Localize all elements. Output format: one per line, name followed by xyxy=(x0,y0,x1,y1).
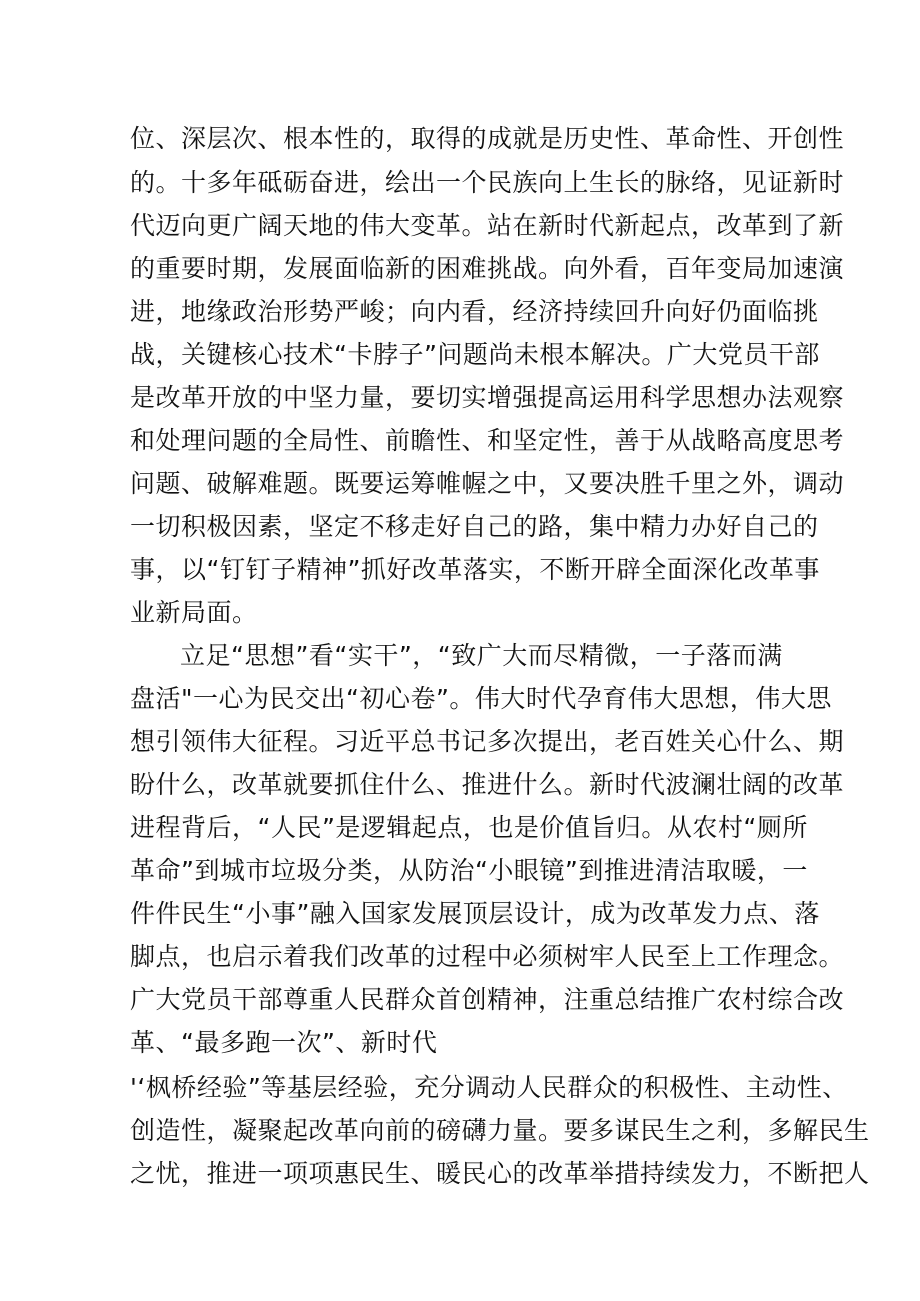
paragraph-1-line-5: 进，地缘政治形势严峻；向内看，经济持续回升向好仍面临挑 xyxy=(130,297,819,326)
paragraph-2-line-5: 进程背后，“人民”是逻辑起点，也是价值旨归。从农村“厕所 xyxy=(130,813,808,842)
paragraph-2-line-11: '‘枫桥经验”等基层经验，充分调动人民群众的积极性、主动性、 xyxy=(130,1073,848,1102)
paragraph-1-line-1: 位、深层次、根本性的，取得的成就是历史性、革命性、开创性 xyxy=(130,124,845,153)
paragraph-2-line-9: 广大党员干部尊重人民群众首创精神，注重总结推广农村综合改 xyxy=(130,985,845,1014)
paragraph-1-line-9: 问题、破解难题。既要运筹帷幄之中，又要决胜千里之外，调动 xyxy=(130,469,845,498)
paragraph-1-line-3: 代迈向更广阔天地的伟大变革。站在新时代新起点，改革到了新 xyxy=(130,211,845,240)
paragraph-2-line-13: 之忧，推进一项项惠民生、暖民心的改革举措持续发力，不断把人 xyxy=(130,1159,870,1188)
paragraph-1-line-12: 业新局面。 xyxy=(130,598,258,627)
paragraph-1-line-8: 和处理问题的全局性、前瞻性、和坚定性，善于从战略高度思考 xyxy=(130,426,845,455)
paragraph-1-line-2: 的。十多年砥砺奋进，绘出一个民族向上生长的脉络，见证新时 xyxy=(130,168,845,197)
paragraph-1-line-10: 一切积极因素，坚定不移走好自己的路，集中精力办好自己的 xyxy=(130,512,819,541)
paragraph-2-line-8: 脚点，也启示着我们改革的过程中必须树牢人民至上工作理念。 xyxy=(130,942,845,971)
paragraph-1-line-4: 的重要时期，发展面临新的困难挑战。向外看，百年变局加速演 xyxy=(130,254,845,283)
paragraph-2-line-7: 件件民生“小事”融入国家发展顶层设计，成为改革发力点、落 xyxy=(130,899,820,928)
paragraph-1-line-7: 是改革开放的中坚力量，要切实增强提高运用科学思想办法观察 xyxy=(130,383,845,412)
paragraph-1-line-6: 战，关键核心技术“卡脖子”问题尚未根本解决。广大党员干部 xyxy=(130,340,820,369)
paragraph-2-line-6: 革命”到城市垃圾分类，从防治“小眼镜”到推进清洁取暖，一 xyxy=(130,856,808,885)
paragraph-1-line-11: 事，以“钉钉子精神”抓好改革落实，不断开辟全面深化改革事 xyxy=(130,555,820,584)
paragraph-2-line-3: 想引领伟大征程。习近平总书记多次提出，老百姓关心什么、期 xyxy=(130,727,845,756)
paragraph-2-line-10: 革、“最多跑一次”、新时代 xyxy=(130,1028,438,1057)
paragraph-2-line-2: 盘活"一心为民交出“初心卷”。伟大时代孕育伟大思想，伟大思 xyxy=(130,684,832,713)
paragraph-2-line-4: 盼什么，改革就要抓住什么、推进什么。新时代波澜壮阔的改革 xyxy=(130,770,845,799)
paragraph-2-line-1: 立足“思想”看“实干”，“致广大而尽精微，一子落而满 xyxy=(180,641,783,670)
paragraph-2-line-12: 创造性，凝聚起改革向前的磅礴力量。要多谋民生之利，多解民生 xyxy=(130,1116,870,1145)
